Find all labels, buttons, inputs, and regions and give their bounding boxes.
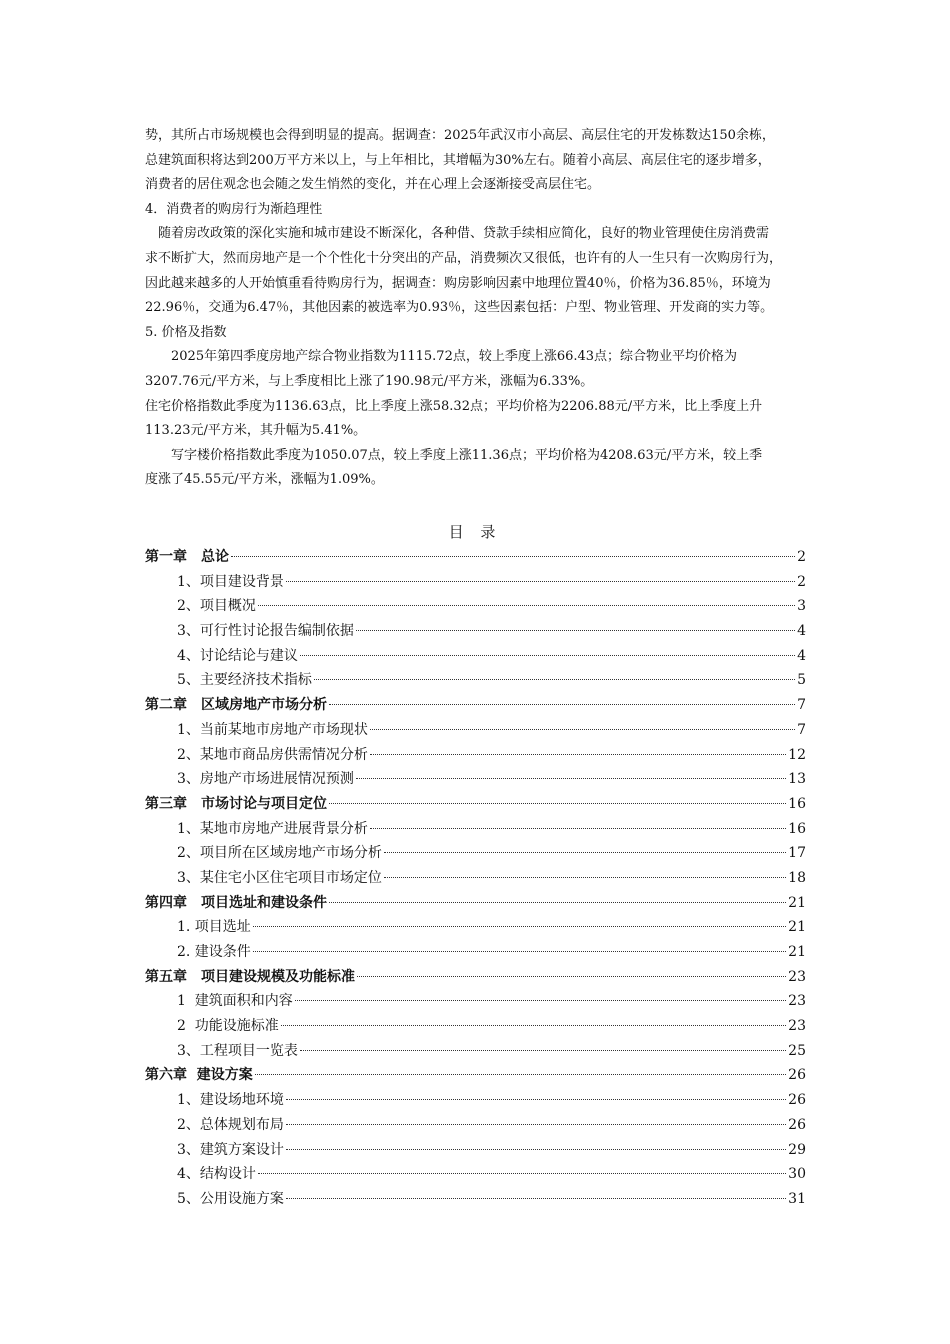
toc-entry-label: 2 功能设施标准 [177, 1018, 279, 1035]
toc-dot-leader [356, 778, 786, 779]
toc-section-entry[interactable] [145, 915, 806, 940]
toc-entry-label: 第五章 项目建设规模及功能标准 [145, 968, 355, 985]
toc-section-entry[interactable] [145, 594, 806, 619]
toc-page-number: 23 [788, 993, 806, 1010]
toc-section-entry[interactable] [145, 668, 806, 693]
toc-page-number: 23 [788, 968, 806, 985]
body-line: 消费者的居住观念也会随之发生悄然的变化，并在心理上会逐渐接受高层住宅。 [145, 177, 601, 193]
toc-section-entry[interactable] [145, 619, 806, 644]
toc-entry-label: 2、项目所在区域房地产市场分析 [177, 845, 382, 862]
toc-dot-leader [356, 630, 795, 631]
toc-section-entry[interactable] [145, 866, 806, 891]
toc-page-number: 26 [788, 1092, 806, 1109]
toc-page-number: 30 [788, 1166, 806, 1183]
toc-page-number: 21 [788, 894, 806, 911]
toc-section-entry[interactable] [145, 1014, 806, 1039]
toc-entry-label: 1、某地市房地产进展背景分析 [177, 820, 368, 837]
toc-page-number: 7 [797, 697, 806, 714]
body-line: 5. 价格及指数 [145, 324, 227, 340]
toc-dot-leader [329, 704, 795, 705]
toc-section-entry[interactable] [145, 989, 806, 1014]
toc-dot-leader [286, 581, 795, 582]
toc-chapter-entry[interactable] [145, 965, 806, 990]
toc-dot-leader [300, 1050, 786, 1051]
toc-entry-label: 第一章 总论 [145, 549, 229, 565]
toc-dot-leader [370, 729, 795, 730]
toc-entry-label: 5、主要经济技术指标 [177, 672, 312, 689]
toc-entry-label: 3、可行性讨论报告编制依据 [177, 623, 354, 640]
toc-dot-leader [286, 1124, 786, 1125]
body-line: 住宅价格指数此季度为1136.63点，比上季度上涨58.32点；平均价格为2206.88元/平方米，比上季度上升 [145, 398, 763, 414]
toc-title: 目 录 [448, 523, 502, 541]
toc-section-entry[interactable] [145, 841, 806, 866]
body-line: 22.96％，交通为6.47％，其他因素的被选率为0.93％，这些因素包括：户型、物业管理、开发商的实力等。 [145, 300, 774, 316]
toc-dot-leader [370, 754, 786, 755]
toc-page-number: 21 [788, 944, 806, 960]
toc-dot-leader [286, 1198, 786, 1199]
toc-chapter-entry[interactable] [145, 545, 806, 570]
toc-section-entry[interactable] [145, 767, 806, 792]
toc-entry-label: 1、项目建设背景 [177, 573, 284, 590]
toc-section-entry[interactable] [145, 718, 806, 743]
toc-dot-leader [286, 1099, 786, 1100]
toc-entry-label: 第三章 市场讨论与项目定位 [145, 795, 327, 812]
body-line: 写字楼价格指数此季度为1050.07点，较上季度上涨11.36点；平均价格为4208.63元/平方米，较上季 [145, 447, 763, 463]
body-line: 求不断扩大，然而房地产是一个个性化十分突出的产品，消费频次又很低，也许有的人一生只有一次购房行为， [145, 250, 783, 266]
body-line: 2025年第四季度房地产综合物业指数为1115.72点，较上季度上涨66.43点；综合物业平均价格为 [145, 349, 738, 365]
toc-dot-leader [329, 902, 786, 903]
toc-dot-leader [258, 605, 795, 606]
body-line: 4．消费者的购房行为渐趋理性 [145, 201, 323, 217]
toc-dot-leader [300, 655, 795, 656]
toc-dot-leader [281, 1025, 786, 1026]
toc-entry-label: 5、公用设施方案 [177, 1190, 284, 1207]
toc-page-number: 31 [788, 1190, 806, 1207]
toc-dot-leader [357, 976, 786, 977]
toc-entry-label: 1、当前某地市房地产市场现状 [177, 721, 368, 738]
toc-section-entry[interactable] [145, 570, 806, 595]
toc-dot-leader [314, 679, 795, 680]
toc-section-entry[interactable] [145, 1162, 806, 1187]
toc-entry-label: 第六章 建设方案 [145, 1067, 253, 1084]
toc-page-number: 23 [788, 1018, 806, 1035]
toc-entry-label: 4、讨论结论与建议 [177, 647, 298, 664]
toc-dot-leader [286, 1149, 786, 1150]
table-of-contents [145, 545, 806, 1212]
toc-section-entry[interactable] [145, 940, 806, 965]
toc-page-number: 5 [797, 672, 806, 689]
toc-entry-label: 1 建筑面积和内容 [177, 993, 293, 1010]
toc-section-entry[interactable] [145, 1039, 806, 1064]
toc-section-entry[interactable] [145, 644, 806, 669]
toc-entry-label: 4、结构设计 [177, 1166, 256, 1183]
toc-entry-label: 1、建设场地环境 [177, 1092, 284, 1109]
toc-page-number: 12 [788, 746, 806, 763]
body-line: 随着房改政策的深化实施和城市建设不断深化，各种借、贷款手续相应简化，良好的物业管理使住房消费需 [145, 226, 770, 242]
body-line: 总建筑面积将达到200万平方米以上，与上年相比，其增幅为30%左右。随着小高层、高层住宅的逐步增多， [145, 152, 771, 168]
toc-entry-label: 2. 建设条件 [177, 944, 251, 960]
toc-section-entry[interactable] [145, 1088, 806, 1113]
toc-page-number: 2 [797, 573, 806, 590]
toc-chapter-entry[interactable] [145, 792, 806, 817]
toc-section-entry[interactable] [145, 1138, 806, 1163]
toc-page-number: 29 [788, 1141, 806, 1158]
toc-section-entry[interactable] [145, 743, 806, 768]
toc-page-number: 26 [788, 1067, 806, 1084]
toc-page-number: 2 [797, 549, 806, 565]
toc-entry-label: 3、房地产市场进展情况预测 [177, 771, 354, 788]
toc-dot-leader [253, 951, 786, 952]
toc-page-number: 3 [797, 598, 806, 615]
toc-page-number: 26 [788, 1116, 806, 1133]
toc-chapter-entry[interactable] [145, 693, 806, 718]
toc-page-number: 13 [788, 771, 806, 788]
body-line: 势，其所占市场规模也会得到明显的提高。据调查：2025年武汉市小高层、高层住宅的开发栋数达150余栋， [145, 128, 775, 143]
toc-entry-label: 2、总体规划布局 [177, 1116, 284, 1133]
toc-dot-leader [231, 556, 795, 557]
toc-chapter-entry[interactable] [145, 1063, 806, 1088]
toc-dot-leader [370, 828, 786, 829]
toc-page-number: 4 [797, 647, 806, 664]
toc-dot-leader [258, 1173, 786, 1174]
toc-section-entry[interactable] [145, 817, 806, 842]
toc-page-number: 16 [788, 795, 806, 812]
toc-page-number: 25 [788, 1042, 806, 1059]
toc-entry-label: 3、建筑方案设计 [177, 1141, 284, 1158]
toc-section-entry[interactable] [145, 1113, 806, 1138]
toc-page-number: 21 [788, 919, 806, 936]
toc-dot-leader [253, 926, 786, 927]
toc-page-number: 16 [788, 820, 806, 837]
body-line: 因此越来越多的人开始慎重看待购房行为，据调查：购房影响因素中地理位置40％，价格为36.85％，环境为 [145, 275, 771, 291]
toc-dot-leader [384, 852, 786, 853]
toc-page-number: 4 [797, 623, 806, 640]
toc-entry-label: 第四章 项目选址和建设条件 [145, 894, 327, 911]
body-line: 113.23元/平方米，其升幅为5.41%。 [145, 423, 367, 439]
toc-page-number: 17 [788, 845, 806, 862]
toc-entry-label: 2、某地市商品房供需情况分析 [177, 746, 368, 763]
toc-dot-leader [255, 1074, 786, 1075]
toc-entry-label: 第二章 区域房地产市场分析 [145, 697, 327, 714]
toc-chapter-entry[interactable] [145, 891, 806, 916]
body-line: 度涨了45.55元/平方米，涨幅为1.09%。 [145, 472, 384, 488]
toc-entry-label: 3、工程项目一览表 [177, 1042, 298, 1059]
toc-entry-label: 3、某住宅小区住宅项目市场定位 [177, 869, 382, 886]
toc-dot-leader [329, 803, 786, 804]
toc-page-number: 18 [788, 869, 806, 886]
toc-dot-leader [384, 877, 786, 878]
toc-page-number: 7 [797, 721, 806, 738]
body-text [145, 124, 810, 493]
body-line: 3207.76元/平方米，与上季度相比上涨了190.98元/平方米，涨幅为6.33%。 [145, 373, 594, 389]
toc-entry-label: 1. 项目选址 [177, 919, 251, 936]
toc-entry-label: 2、项目概况 [177, 598, 256, 615]
toc-section-entry[interactable] [145, 1187, 806, 1212]
toc-dot-leader [295, 1000, 786, 1001]
